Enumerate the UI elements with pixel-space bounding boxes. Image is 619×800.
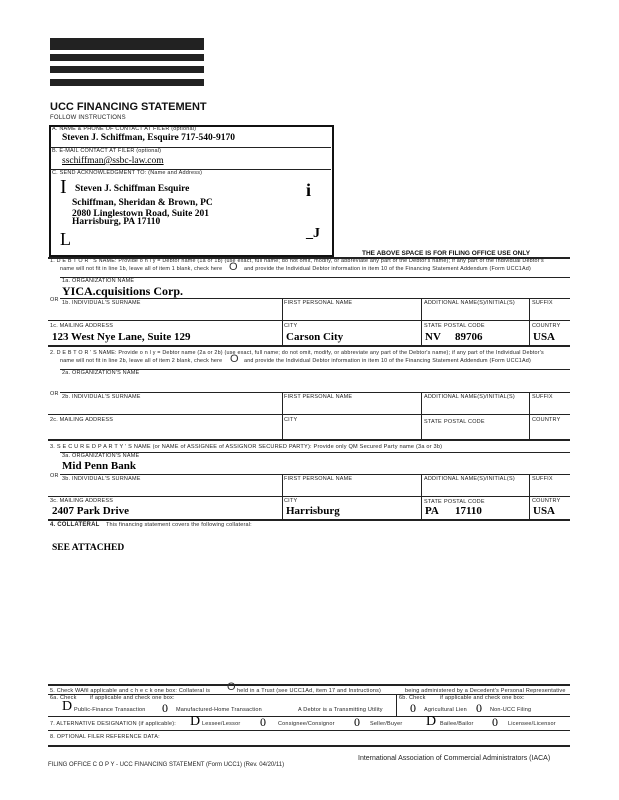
- corner-mark-bl: L: [60, 229, 71, 249]
- collateral-value[interactable]: SEE ATTACHED: [52, 543, 125, 553]
- debtor1-check-circle[interactable]: O: [229, 261, 238, 273]
- barcode-bar: [50, 38, 204, 50]
- item7-box-1[interactable]: D: [190, 714, 201, 729]
- section-a-label: A. NAME & PHONE OF CONTACT AT FILER (optional): [52, 126, 197, 132]
- debtor1-mailing-label: 1c. MAILING ADDRESS: [50, 323, 114, 329]
- secured-country-label: COUNTRY: [532, 498, 561, 504]
- secured-city-label: CITY: [284, 498, 298, 504]
- item5-text: 5. Check WAfil applicable and c h e c k one box: Collateral is: [50, 688, 211, 694]
- section-b-label: B. E-MAIL CONTACT AT FILER (optional): [52, 148, 162, 154]
- ack-line-2: Schiffman, Sheridan & Brown, PC: [72, 198, 213, 208]
- barcode-bar: [50, 54, 204, 61]
- debtor2-check-circle[interactable]: O: [230, 353, 239, 365]
- secured-surname-label: 3b. INDIVIDUAL'S SURNAME: [62, 476, 141, 482]
- item7-opt5: Licensee/Licensor: [508, 721, 556, 727]
- item7-box-3[interactable]: 0: [354, 715, 360, 729]
- divider: [396, 694, 397, 716]
- debtor2-first-label: FIRST PERSONAL NAME: [284, 394, 353, 400]
- collateral-label: 4. COLLATERAL: [50, 522, 100, 528]
- divider: [421, 392, 422, 414]
- item7-box-5[interactable]: 0: [492, 715, 498, 729]
- follow-instructions: FOLLOW INSTRUCTIONS: [50, 115, 126, 121]
- secured-mailing-value[interactable]: 2407 Park Drive: [52, 505, 129, 517]
- secured-state-value[interactable]: PA: [425, 505, 439, 517]
- debtor1-surname-label: 1b. INDIVIDUAL'S SURNAME: [62, 300, 141, 306]
- ack-line-3: 2080 Linglestown Road, Suite 201: [72, 209, 209, 219]
- secured-org-label: 3a. ORGANIZATION'S NAME: [62, 453, 140, 459]
- secured-state-label: STATE: [424, 499, 442, 505]
- barcode-bar: [50, 79, 204, 86]
- item8-label: 8. OPTIONAL FILER REFERENCE DATA:: [50, 734, 160, 740]
- debtor1-mailing-value[interactable]: 123 West Nye Lane, Suite 129: [52, 331, 191, 343]
- secured-org-value[interactable]: Mid Penn Bank: [62, 460, 136, 472]
- divider: [48, 345, 570, 347]
- item7-box-4[interactable]: D: [426, 714, 437, 729]
- form-title: UCC FINANCING STATEMENT: [50, 101, 207, 113]
- section-c-label: C. SEND ACKNOWLEDGMENT TO: (Name and Address): [52, 170, 203, 176]
- item7-opt2: Consignee/Consignor: [278, 721, 335, 727]
- divider: [529, 392, 530, 414]
- secured-first-label: FIRST PERSONAL NAME: [284, 476, 353, 482]
- item7-opt1: Lessee/Lessor: [202, 721, 241, 727]
- divider: [529, 414, 530, 439]
- debtor2-org-label: 2a. ORGANIZATION'S NAME: [62, 370, 140, 376]
- debtor2-or: OR: [50, 391, 59, 397]
- divider: [48, 320, 570, 321]
- debtor2-state-label: STATE: [424, 419, 442, 425]
- secured-postal-label: POSTAL CODE: [444, 499, 485, 505]
- item6a-opt3: A Debtor is a Transmitting Utility: [298, 707, 383, 713]
- divider: [421, 320, 422, 345]
- debtor1-first-label: FIRST PERSONAL NAME: [284, 300, 353, 306]
- debtor2-postal-label: POSTAL CODE: [444, 419, 485, 425]
- footer-right: International Association of Commercial Administrators (IACA): [358, 755, 551, 762]
- debtor1-heading-b: name will not fit in line 1b, leave all of item 1 blank, check here: [60, 266, 223, 272]
- debtor1-suffix-label: SUFFIX: [532, 300, 553, 306]
- divider: [421, 496, 422, 519]
- divider: [60, 298, 570, 299]
- item6b-opt1: Agricultural Lien: [424, 707, 467, 713]
- item5-trust-circle[interactable]: O: [227, 681, 236, 693]
- divider: [282, 414, 283, 439]
- debtor1-org-value[interactable]: YICA.cquisitions Corp.: [62, 284, 184, 298]
- item6a-opt2: Manufactured-Home Transaction: [176, 707, 262, 713]
- divider: [421, 414, 422, 439]
- divider: [529, 474, 530, 496]
- item5-trust: held in a Trust (see UCC1Ad, item 17 and Instructions): [237, 688, 382, 694]
- debtor2-heading-b: name will not fit in line 2b, leave all of item 2 blank, check here: [60, 358, 223, 364]
- divider: [282, 474, 283, 496]
- debtor1-state-label: STATE: [424, 323, 442, 329]
- debtor1-country-value[interactable]: USA: [533, 331, 556, 343]
- item6b-label: 6b. Check: [399, 695, 426, 701]
- debtor2-heading-a: 2. D E B T O R ' S NAME: Provide o n l y = Debtor name (2a or 2b) (use exact, full name; do not omit, modify, or abbreviate any part of the Debtor's name); if any part of the Individual Debtor's: [50, 350, 544, 356]
- debtor2-city-label: CITY: [284, 417, 298, 423]
- section-b-value[interactable]: sschiffman@ssbc-law.com: [62, 156, 164, 166]
- divider: [529, 496, 530, 519]
- secured-heading: 3. S E C U R E D P A R T Y ' S NAME (or NAME of ASSIGNEE of ASSIGNOR SECURED PARTY): Provide only QM Secured Party name (3a or 3b): [50, 444, 443, 450]
- divider: [282, 298, 283, 320]
- debtor1-state-value[interactable]: NV: [425, 331, 441, 343]
- divider: [421, 298, 422, 320]
- item6a-hint: if applicable and check one box:: [90, 695, 175, 701]
- debtor2-addl-label: ADDITIONAL NAME(S)/INITIAL(S): [424, 394, 515, 400]
- divider: [48, 496, 570, 497]
- debtor2-heading-c: and provide the Individual Debtor information in item 10 of the Financing Statement Addendum (Form UCC1Ad): [244, 358, 531, 364]
- divider: [48, 439, 570, 441]
- item6a-label: 6a. Check: [50, 695, 77, 701]
- divider: [48, 519, 570, 521]
- item7-opt4: Bailee/Bailor: [440, 721, 474, 727]
- divider: [282, 392, 283, 414]
- item6a-box-1[interactable]: D: [62, 699, 73, 714]
- item5-decedent: being administered by a Decedent's Personal Representative: [405, 688, 566, 694]
- filing-office-note: THE ABOVE SPACE IS FOR FILING OFFICE USE ONLY: [362, 250, 531, 257]
- divider: [48, 684, 570, 686]
- footer-left: FILING OFFICE C O P Y - UCC FINANCING STATEMENT (Form UCC1) (Rev. 04/20/11): [48, 762, 285, 768]
- secured-mailing-label: 3c. MAILING ADDRESS: [50, 498, 114, 504]
- secured-country-value[interactable]: USA: [533, 505, 556, 517]
- debtor1-city-label: CITY: [284, 323, 298, 329]
- divider: [282, 496, 283, 519]
- divider: [48, 414, 570, 415]
- item6b-box-1[interactable]: 0: [410, 701, 416, 715]
- debtor1-city-value[interactable]: Carson City: [286, 331, 344, 343]
- debtor1-org-label: 1a. ORGANIZATION NAME: [62, 278, 135, 284]
- debtor2-country-label: COUNTRY: [532, 417, 561, 423]
- item6b-opt2: Non-UCC Filing: [490, 707, 532, 713]
- divider: [529, 298, 530, 320]
- debtor1-country-label: COUNTRY: [532, 323, 561, 329]
- debtor1-or: OR: [50, 297, 59, 303]
- debtor1-postal-label: POSTAL CODE: [444, 323, 485, 329]
- secured-suffix-label: SUFFIX: [532, 476, 553, 482]
- item6b-hint: if applicable and check one box:: [440, 695, 525, 701]
- item7-label: 7. ALTERNATIVE DESIGNATION (if applicable):: [50, 721, 176, 727]
- item6a-box-2[interactable]: 0: [162, 701, 168, 715]
- divider: [421, 474, 422, 496]
- divider: [48, 730, 570, 731]
- debtor1-addl-label: ADDITIONAL NAME(S)/INITIAL(S): [424, 300, 515, 306]
- debtor1-heading-c: and provide the Individual Debtor information in item 10 of the Financing Statement Addendum (Form UCC1Ad): [244, 266, 531, 272]
- ack-line-1: Steven J. Schiffman Esquire: [75, 184, 190, 194]
- divider: [60, 392, 570, 393]
- divider: [529, 320, 530, 345]
- secured-postal-value[interactable]: 17110: [455, 505, 482, 517]
- divider: [48, 745, 570, 747]
- corner-mark-tr: i: [306, 180, 312, 200]
- secured-addl-label: ADDITIONAL NAME(S)/INITIAL(S): [424, 476, 515, 482]
- item6b-box-2[interactable]: 0: [476, 701, 482, 715]
- debtor1-heading-a: 1. D E B T O R ' S NAME: Provide o n l y = Debtor name (1a or 1b) (use exact, full name; do not omit, modify, or abbreviate any part of the Debtor's name); if any part of the Individual Debtor's: [50, 258, 544, 264]
- divider: [282, 320, 283, 345]
- divider: [60, 474, 570, 475]
- debtor2-surname-label: 2b. INDIVIDUAL'S SURNAME: [62, 394, 141, 400]
- barcode-bar: [50, 66, 204, 73]
- debtor1-postal-value[interactable]: 89706: [455, 331, 483, 343]
- debtor2-suffix-label: SUFFIX: [532, 394, 553, 400]
- section-a-value[interactable]: Steven J. Schiffman, Esquire 717-540-9170: [62, 133, 235, 143]
- secured-city-value[interactable]: Harrisburg: [286, 505, 340, 517]
- item7-opt3: Seller/Buyer: [370, 721, 403, 727]
- item7-box-2[interactable]: 0: [260, 715, 266, 729]
- corner-mark-tl: I: [60, 176, 67, 198]
- collateral-desc: This financing statement covers the following collateral:: [106, 522, 252, 528]
- divider: [60, 277, 570, 278]
- ack-line-4: Harrisburg, PA 17110: [72, 217, 161, 227]
- corner-mark-br: _J: [306, 226, 320, 241]
- debtor2-mailing-label: 2c. MAILING ADDRESS: [50, 417, 114, 423]
- item6a-opt1: Public-Finance Transaction: [74, 707, 146, 713]
- secured-or: OR: [50, 473, 59, 479]
